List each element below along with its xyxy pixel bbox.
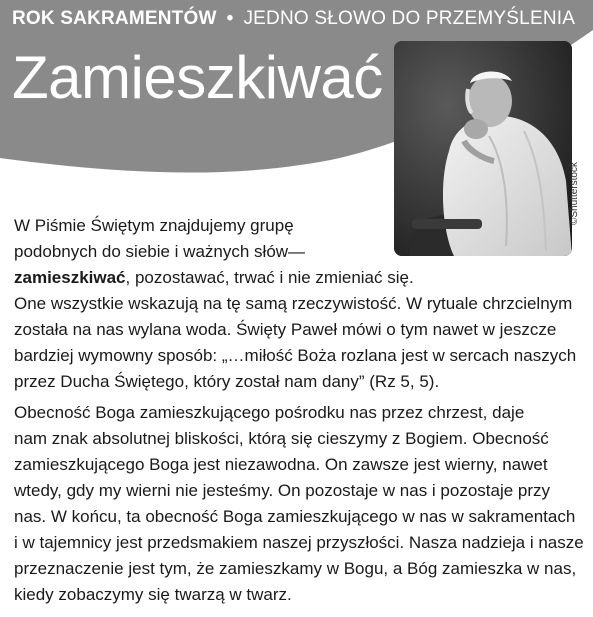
pope-photo: [394, 41, 572, 256]
text-line: Obecność Boga zamieszkującego pośrodku nas przez chrzest, daje: [14, 403, 525, 422]
text-line: W Piśmie Świętym znajdujemy grupę: [14, 216, 294, 235]
photo-credit: ©Shutterstock: [569, 162, 580, 225]
text-fragment: , pozostawać, trwać i nie zmieniać się.: [125, 268, 414, 287]
page-title: Zamieszkiwać: [12, 44, 383, 111]
text-line: podobnych do siebie i ważnych słów—: [14, 242, 306, 261]
text-line: przez Ducha Świętego, który został nam dany” (Rz 5, 5).: [14, 372, 440, 391]
text-line: i w tajemnicy jest przedsmakiem naszej przyszłości. Nasza nadzieja i nasze: [14, 533, 584, 552]
kicker: [12, 8, 575, 30]
text-line: kiedy zobaczymy się twarzą w twarz.: [14, 585, 292, 604]
paragraph-2: [14, 400, 584, 608]
text-line: nam znak absolutnej bliskości, którą się cieszymy z Bogiem. Obecność: [14, 429, 549, 448]
photo-illustration: [394, 41, 572, 256]
series-label: ROK SAKRAMENTÓW: [12, 8, 217, 29]
text-line: bardziej wymowny sposób: „…miłość Boża rozlana jest w sercach naszych: [14, 346, 577, 365]
text-line: została na nas wylana woda. Święty Paweł mówi o tym nawet w jeszcze: [14, 320, 557, 339]
text-line: przeznaczenie jest tym, że zamieszkamy w Bogu, a Bóg zamieszka w nas,: [14, 559, 577, 578]
separator: •: [226, 8, 234, 29]
text-line: nas. W końcu, ta obecność Boga zamieszkującego w nas w sakramentach: [14, 507, 576, 526]
text-line: zamieszkującego Boga jest niezawodna. On zawsze jest wierny, nawet: [14, 455, 548, 474]
section-label: JEDNO SŁOWO DO PRZEMYŚLENIA: [243, 8, 576, 29]
paragraph-1-intro: [14, 213, 414, 291]
paragraph-1-body: [14, 291, 579, 395]
text-line: [14, 265, 414, 291]
text-line: One wszystkie wskazują na tę samą rzeczywistość. W rytuale chrzcielnym: [14, 294, 573, 313]
keyword: zamieszkiwać: [14, 268, 126, 287]
text-line: wtedy, gdy my wierni nie jesteśmy. On pozostaje w nas i pozostaje przy: [14, 481, 551, 500]
